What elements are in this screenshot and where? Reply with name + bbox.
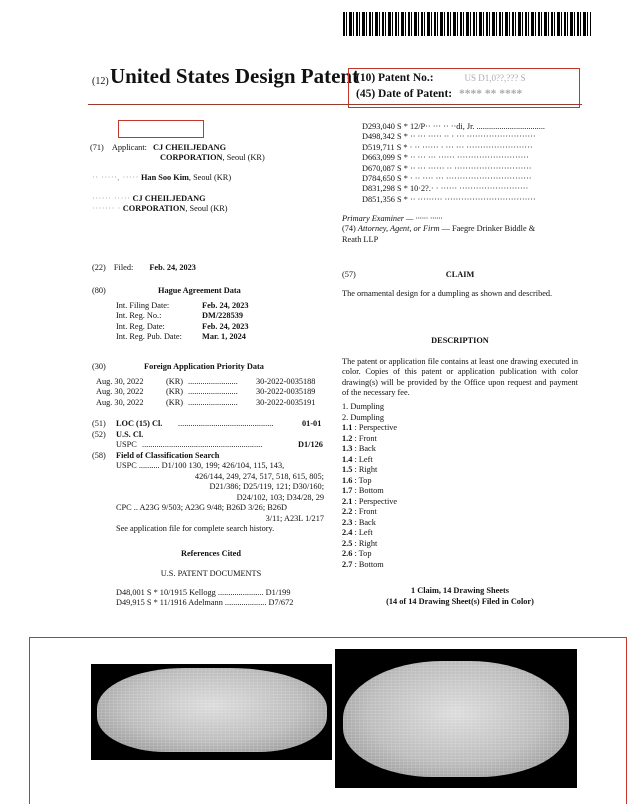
attorney-code: (74) bbox=[342, 224, 356, 234]
field-line: USPC .......... D1/100 130, 199; 426/104, 115, 143, bbox=[116, 461, 285, 470]
ref-row: D670,087 S * ·· ··· ······ ·· ···························· bbox=[362, 163, 532, 173]
priority-date: Aug. 30, 2022 bbox=[96, 376, 144, 386]
item-num: 1.2 bbox=[342, 433, 353, 443]
loc-value: 01-01 bbox=[302, 419, 322, 428]
patent-number-label: (10) Patent No.: bbox=[356, 72, 434, 84]
item-num: 1.5 bbox=[342, 465, 353, 474]
priority-country: (KR) bbox=[166, 387, 184, 396]
description-items bbox=[342, 402, 542, 570]
examiner-block bbox=[342, 214, 582, 245]
inventor-location: , Seoul (KR) bbox=[188, 173, 232, 182]
field-code: (58) bbox=[92, 450, 106, 460]
claim-code: (57) bbox=[342, 270, 356, 279]
item-text: : Perspective bbox=[354, 496, 398, 506]
sheets-line-1: 1 Claim, 14 Drawing Sheets bbox=[411, 586, 509, 595]
item-text: : Top bbox=[354, 549, 372, 558]
hague-label: Int. Filing Date: bbox=[116, 300, 170, 310]
item-text: : Right bbox=[354, 465, 378, 474]
priority-number: 30-2022-0035189 bbox=[256, 387, 316, 396]
item-text: : Right bbox=[354, 538, 378, 548]
ref-row: D663,099 S * ·· ··· ··· ······ ·························· bbox=[362, 153, 529, 163]
item-text: : Top bbox=[354, 475, 372, 485]
dumpling-figure-1 bbox=[91, 664, 332, 760]
header-rule bbox=[88, 104, 582, 105]
uscl-value: D1/126 bbox=[298, 440, 323, 449]
item-num: 2.1 bbox=[342, 496, 353, 506]
applicant-label: Applicant: bbox=[111, 143, 147, 152]
applicant-code: (71) bbox=[90, 143, 104, 152]
assignee-name-2: CORPORATION bbox=[122, 204, 186, 214]
item-text: : Left bbox=[354, 528, 373, 537]
filed-value: Feb. 24, 2023 bbox=[149, 263, 196, 272]
refs-title: References Cited bbox=[181, 549, 241, 558]
priority-dots: ........................ bbox=[188, 376, 238, 386]
item-num: 2. bbox=[342, 412, 349, 422]
assignee-blurred-2: ······· · bbox=[92, 204, 121, 214]
hague-block bbox=[92, 286, 332, 343]
item-num: 2.6 bbox=[342, 549, 353, 558]
uscl-code: (52) bbox=[92, 429, 106, 439]
ref-row: D293,040 S * 12/P·· ··· ·· ··di, Jr. ................................. bbox=[362, 122, 545, 131]
field-line: CPC .. A23G 9/503; A23G 9/48; B26D 3/26; B26D bbox=[116, 503, 288, 512]
item-text: : Bottom bbox=[354, 559, 384, 569]
item-text: Dumpling bbox=[350, 412, 384, 422]
assignee-location: , Seoul (KR) bbox=[185, 204, 228, 214]
ref-row: D784,650 S * · ·· ···· ··· ······························· bbox=[362, 174, 532, 184]
hague-label: Int. Reg. Pub. Date: bbox=[116, 332, 182, 341]
refs-list bbox=[116, 588, 336, 609]
hague-value: Feb. 24, 2023 bbox=[202, 321, 249, 331]
field-line: 426/144, 249, 274, 517, 518, 615, 805; bbox=[194, 471, 324, 481]
priority-date: Aug. 30, 2022 bbox=[96, 387, 144, 396]
dumpling-shape bbox=[97, 668, 327, 752]
assignee-block bbox=[92, 194, 228, 215]
claim-block bbox=[342, 270, 582, 299]
patent-date-value: **** ** **** bbox=[459, 88, 523, 100]
item-num: 1. bbox=[342, 402, 349, 411]
item-num: 2.5 bbox=[342, 538, 353, 548]
dumpling-shape bbox=[343, 661, 569, 777]
hague-value: Mar. 1, 2024 bbox=[202, 332, 246, 341]
field-line: 3/11; A23L 1/217 bbox=[265, 513, 324, 523]
loc-block bbox=[92, 419, 332, 535]
field-line: See application file for complete search history. bbox=[116, 524, 275, 533]
priority-block bbox=[92, 362, 332, 408]
priority-dots: ........................ bbox=[188, 387, 238, 396]
ref-row: D48,001 S * 10/1915 Kellogg ...................... D1/199 bbox=[116, 588, 291, 597]
primary-examiner: Primary Examiner — ······ ······ bbox=[342, 214, 443, 223]
filed-label: Filed: bbox=[113, 263, 134, 272]
item-num: 1.3 bbox=[342, 444, 353, 453]
ref-row: D519,711 S * · ·· ······ · ··· ··· ························ bbox=[362, 142, 533, 152]
filed-code: (22) bbox=[92, 263, 106, 272]
item-num: 2.4 bbox=[342, 528, 353, 537]
hague-value: DM/228539 bbox=[202, 311, 244, 320]
filed-line bbox=[92, 263, 196, 273]
patent-number-value: US D1,0??,??? S bbox=[464, 73, 526, 83]
ref-row: D851,356 S * ·· ········· ································· bbox=[362, 194, 536, 204]
item-num: 2.3 bbox=[342, 517, 353, 527]
hague-label: Int. Reg. No.: bbox=[116, 311, 162, 320]
item-num: 2.7 bbox=[342, 559, 353, 569]
attorney-value: — Faegre Drinker Biddle & bbox=[439, 224, 536, 234]
refs-right-list bbox=[362, 122, 582, 205]
applicant-name-2: CORPORATION bbox=[160, 153, 223, 163]
item-text: : Back bbox=[354, 444, 376, 453]
loc-label: LOC (15) Cl. bbox=[116, 419, 163, 428]
uscl-dots: .......................................................... bbox=[142, 440, 263, 449]
priority-code: (30) bbox=[92, 362, 106, 371]
field-line: D21/386; D25/119, 121; D30/160; bbox=[209, 482, 324, 491]
hague-label: Int. Reg. Date: bbox=[116, 321, 165, 331]
redaction-box bbox=[118, 120, 204, 138]
patent-title: United States Design Patent bbox=[110, 64, 360, 88]
item-num: 1.4 bbox=[342, 454, 353, 464]
ref-row: D498,342 S * ·· ··· ····· ·· · ··· ························· bbox=[362, 132, 536, 142]
loc-dots: .............................................. bbox=[178, 419, 274, 428]
item-num: 1.1 bbox=[342, 423, 353, 432]
priority-date: Aug. 30, 2022 bbox=[96, 397, 144, 407]
hague-title: Hague Agreement Data bbox=[158, 286, 241, 295]
ref-row: D49,915 S * 11/1916 Adelmann .................... D7/672 bbox=[116, 598, 294, 608]
attorney-label: Attorney, Agent, or Firm bbox=[357, 224, 440, 234]
description-title: DESCRIPTION bbox=[431, 336, 489, 345]
barcode bbox=[343, 12, 591, 36]
patent-date bbox=[356, 88, 522, 100]
dumpling-figure-2 bbox=[335, 649, 577, 788]
priority-number: 30-2022-0035188 bbox=[256, 376, 316, 386]
patent-date-label: (45) Date of Patent: bbox=[356, 88, 453, 100]
claim-text: The ornamental design for a dumpling as shown and described. bbox=[342, 288, 553, 298]
item-num: 2.2 bbox=[342, 507, 353, 516]
inventor-line bbox=[92, 173, 231, 183]
priority-country: (KR) bbox=[166, 376, 184, 386]
item-text: : Perspective bbox=[354, 423, 398, 432]
item-text: : Front bbox=[354, 507, 377, 516]
assignee-blurred: ······ ····· bbox=[92, 194, 131, 203]
applicant-block bbox=[90, 143, 340, 164]
refs-subtitle: U.S. PATENT DOCUMENTS bbox=[160, 569, 262, 578]
uscl-label: U.S. Cl. bbox=[116, 429, 144, 439]
item-num: 1.6 bbox=[342, 475, 353, 485]
assignee-name: CJ CHEILJEDANG bbox=[132, 194, 206, 203]
hague-value: Feb. 24, 2023 bbox=[202, 300, 249, 310]
field-line: D24/102, 103; D34/28, 29 bbox=[236, 492, 324, 502]
description-para: The patent or application file contains at least one drawing executed in color. Copies of this patent or application publication with color drawing(s) will be provided by the Office upon request and payment of the necessary fee. bbox=[342, 357, 578, 398]
patent-number bbox=[356, 72, 525, 84]
priority-number: 30-2022-0035191 bbox=[256, 397, 316, 407]
doc-code-12: (12) bbox=[92, 76, 109, 87]
hague-code: (80) bbox=[92, 286, 106, 295]
field-title: Field of Classification Search bbox=[116, 450, 220, 460]
item-num: 1.7 bbox=[342, 486, 353, 495]
uscl-sub: USPC bbox=[116, 440, 137, 449]
priority-dots: ........................ bbox=[188, 397, 238, 407]
loc-code: (51) bbox=[92, 419, 106, 428]
priority-country: (KR) bbox=[166, 397, 184, 407]
attorney-value-2: Reath LLP bbox=[342, 234, 379, 244]
item-text: Dumpling bbox=[350, 402, 384, 411]
item-text: : Back bbox=[354, 517, 376, 527]
claim-title: CLAIM bbox=[445, 270, 475, 279]
applicant-location: , Seoul (KR) bbox=[222, 153, 265, 163]
item-text: : Front bbox=[354, 433, 377, 443]
item-text: : Bottom bbox=[354, 486, 384, 495]
sheets-line-2: (14 of 14 Drawing Sheet(s) Filed in Color) bbox=[386, 597, 534, 606]
inventor-blurred: ·· ·····, ····· bbox=[92, 173, 139, 182]
item-text: : Left bbox=[354, 454, 373, 464]
applicant-name: CJ CHEILJEDANG bbox=[153, 143, 227, 152]
priority-title: Foreign Application Priority Data bbox=[144, 362, 264, 371]
ref-row: D831,298 S * 10·2?.· · ······ ························· bbox=[362, 184, 529, 194]
inventor-name: Han Soo Kim bbox=[140, 173, 189, 182]
